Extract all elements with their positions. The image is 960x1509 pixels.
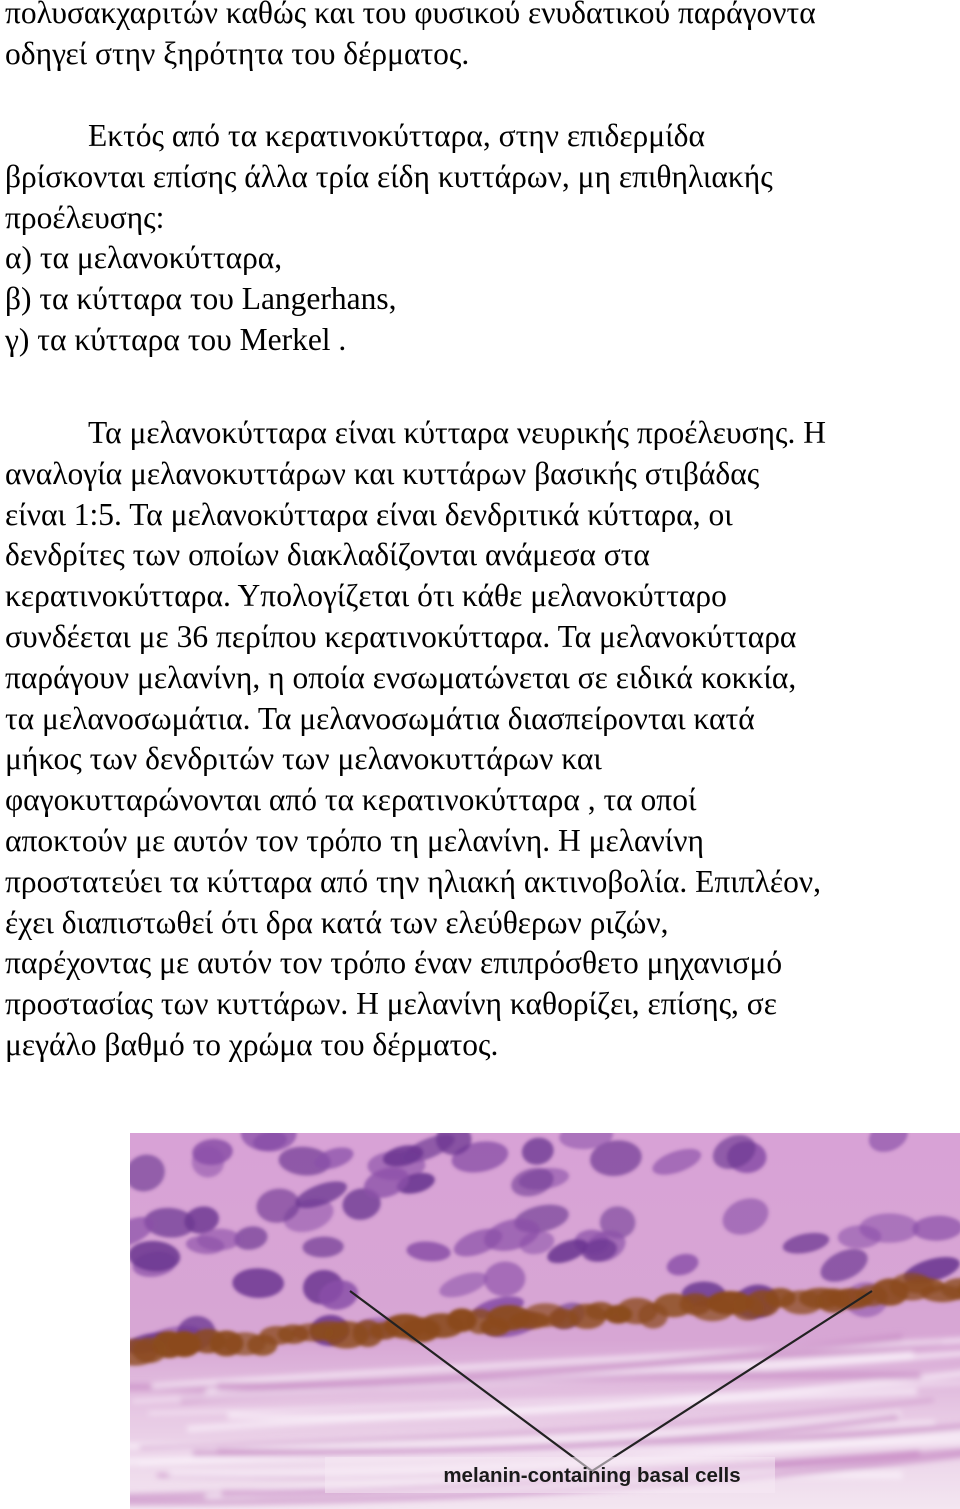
text-line: δενδρίτες των οποίων διακλαδίζονται ανάμεσα στα — [5, 537, 650, 573]
list-item-langerhans: β) τα κύτταρα του Langerhans, — [5, 281, 397, 317]
text-line: προστασίας των κυττάρων. Η μελανίνη καθορίζει, επίσης, σε — [5, 986, 778, 1022]
histology-micrograph — [130, 1133, 960, 1509]
text-line: προστατεύει τα κύτταρα από την ηλιακή ακτινοβολία. Επιπλέον, — [5, 863, 822, 899]
text-line: βρίσκονται επίσης άλλα τρία είδη κυττάρων, μη επιθηλιακής — [5, 158, 773, 194]
text-line: είναι 1:5. Τα μελανοκύτταρα είναι δενδριτικά κύτταρα, οι — [5, 496, 733, 532]
micrograph-svg — [130, 1133, 960, 1509]
list-item-melanocytes: α) τα μελανοκύτταρα, — [5, 240, 283, 276]
text-line: οδηγεί στην ξηρότητα του δέρματος. — [5, 35, 470, 71]
text-line: φαγοκυτταρώνονται από τα κερατινοκύτταρα , τα οποί — [5, 782, 697, 818]
text-line: προέλευσης: — [5, 199, 165, 235]
text-line: παράγουν μελανίνη, η οποία ενσωματώνεται σε ειδικά κοκκία, — [5, 659, 797, 695]
text-line: μεγάλο βαθμό το χρώμα του δέρματος. — [5, 1026, 499, 1062]
text-line: αποκτούν με αυτόν τον τρόπο τη μελανίνη. Η μελανίνη — [5, 822, 704, 858]
text-line: συνδέεται με 36 περίπου κερατινοκύτταρα. Τα μελανοκύτταρα — [5, 618, 797, 654]
text-line: τα μελανοσωμάτια. Τα μελανοσωμάτια διασπείρονται κατά — [5, 700, 755, 736]
figure-caption-label: melanin-containing basal cells — [443, 1464, 741, 1487]
text-line: αναλογία μελανοκυττάρων και κυττάρων βασικής στιβάδας — [5, 455, 760, 491]
paragraph-continuation — [5, 0, 960, 75]
text-line: μήκος των δενδριτών των μελανοκυττάρων και — [5, 741, 602, 777]
text-line: παρέχοντας με αυτόν τον τρόπο έναν επιπρόσθετο μηχανισμό — [5, 945, 783, 981]
paragraph-melanocytes — [5, 413, 960, 1066]
cell-nucleus — [859, 1213, 919, 1243]
text-line: Εκτός από τα κερατινοκύτταρα, στην επιδερμίδα — [88, 118, 705, 153]
list-item-merkel: γ) τα κύτταρα του Merkel . — [5, 321, 347, 357]
text-line: έχει διαπιστωθεί ότι δρα κατά των ελεύθερων ριζών, — [5, 904, 669, 940]
text-line: κερατινοκύτταρα. Υπολογίζεται ότι κάθε μελανοκύτταρο — [5, 578, 727, 614]
paragraph-cell-types — [5, 116, 960, 361]
text-line: πολυσακχαριτών καθώς και του φυσικού ενυδατικού παράγοντα — [5, 0, 816, 30]
text-line: Τα μελανοκύτταρα είναι κύτταρα νευρικής προέλευσης. Η — [88, 415, 826, 450]
